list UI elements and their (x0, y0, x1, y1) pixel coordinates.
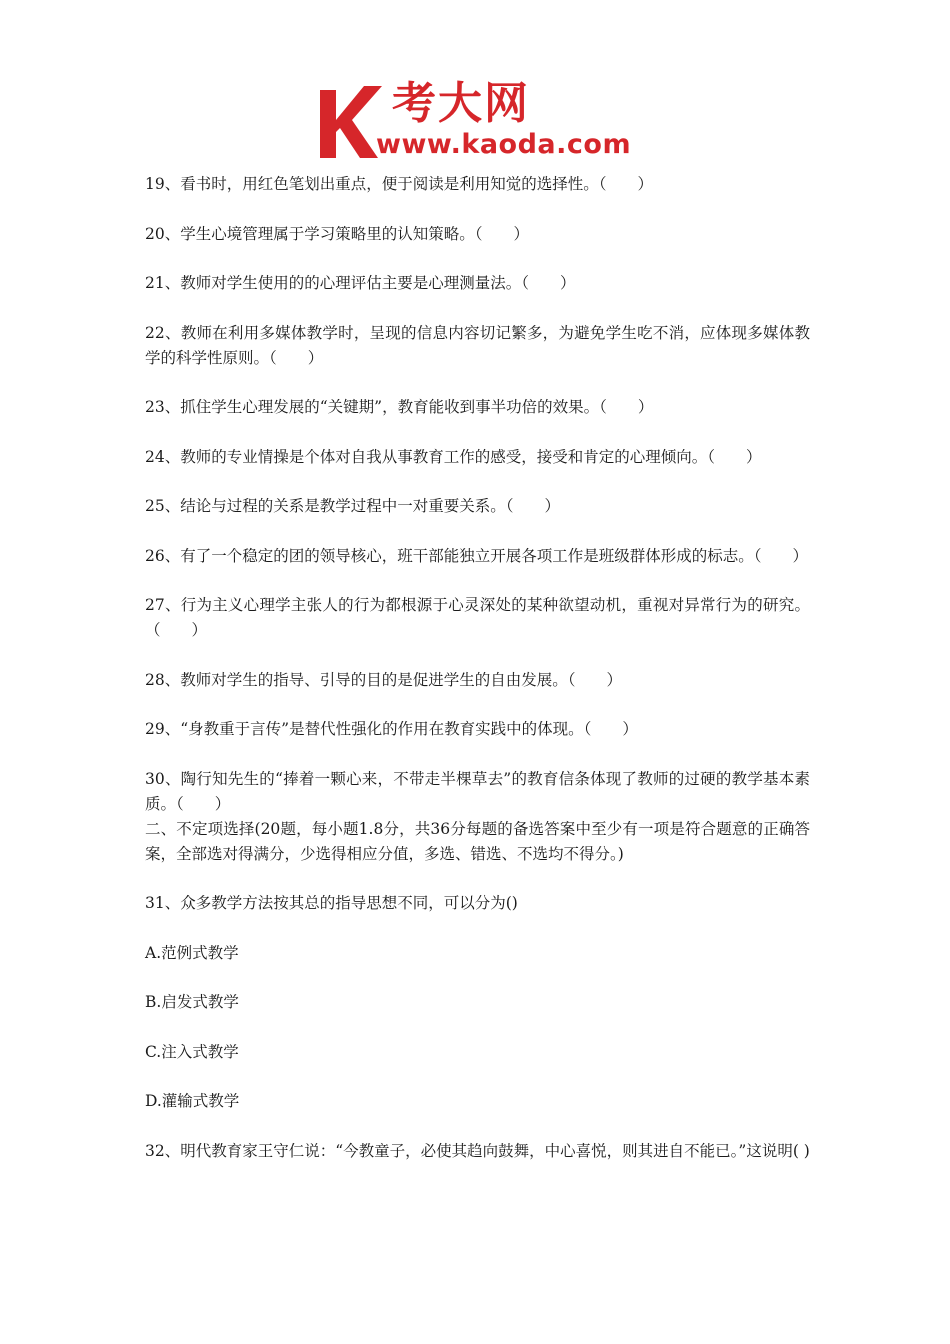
question-31: 31、众多教学方法按其总的指导思想不同，可以分为() (145, 894, 518, 912)
logo-url: www.kaoda.com (376, 129, 632, 160)
logo-brand-name: 考大网 (392, 78, 530, 129)
question-24: 24、教师的专业情操是个体对自我从事教育工作的感受，接受和肯定的心理倾向。（ ） (145, 447, 762, 466)
section-2-heading: 二、不定项选择(20题，每小题1.8分，共36分每题的备选答案中至少有一项是符合题意的正确答案，全部选对得满分，少选得相应分值，多选、错选、不选均不得分。) (145, 819, 810, 863)
kaoda-logo[interactable] (314, 76, 644, 162)
question-31-option-b: B.启发式教学 (145, 993, 239, 1011)
question-29: 29、“身教重于言传”是替代性强化的作用在教育实践中的体现。（ ） (145, 720, 638, 738)
question-21: 21、教师对学生使用的的心理评估主要是心理测量法。（ ） (145, 274, 576, 292)
question-25: 25、结论与过程的关系是教学过程中一对重要关系。（ ） (145, 497, 560, 515)
question-23: 23、抓住学生心理发展的“关键期”，教育能收到事半功倍的效果。（ ） (145, 398, 654, 416)
question-27: 27、行为主义心理学主张人的行为都根源于心灵深处的某种欲望动机，重视对异常行为的研究。（ ） (145, 596, 810, 639)
question-28: 28、教师对学生的指导、引导的目的是促进学生的自由发展。（ ） (145, 670, 622, 689)
question-19: 19、看书时，用红色笔划出重点，便于阅读是利用知觉的选择性。（ ） (145, 175, 653, 193)
question-30: 30、陶行知先生的“捧着一颗心来，不带走半棵草去”的教育信条体现了教师的过硬的教学基本素质。（ ） (145, 769, 810, 813)
question-32: 32、明代教育家王守仁说：“今教童子，必使其趋向鼓舞，中心喜悦，则其进自不能已。”这说明( ) (145, 1141, 810, 1160)
question-20: 20、学生心境管理属于学习策略里的认知策略。（ ） (145, 224, 529, 243)
question-31-option-c: C.注入式教学 (145, 1042, 239, 1061)
document-body (145, 172, 810, 1188)
question-31-option-d: D.灌输式教学 (145, 1092, 240, 1110)
question-26: 26、有了一个稳定的团的领导核心，班干部能独立开展各项工作是班级群体形成的标志。（ ） (145, 546, 808, 565)
question-31-option-a: A.范例式教学 (145, 943, 239, 962)
question-22: 22、教师在利用多媒体教学时，呈现的信息内容切记繁多，为避免学生吃不消，应体现多媒体教学的科学性原则。（ ） (145, 323, 810, 367)
